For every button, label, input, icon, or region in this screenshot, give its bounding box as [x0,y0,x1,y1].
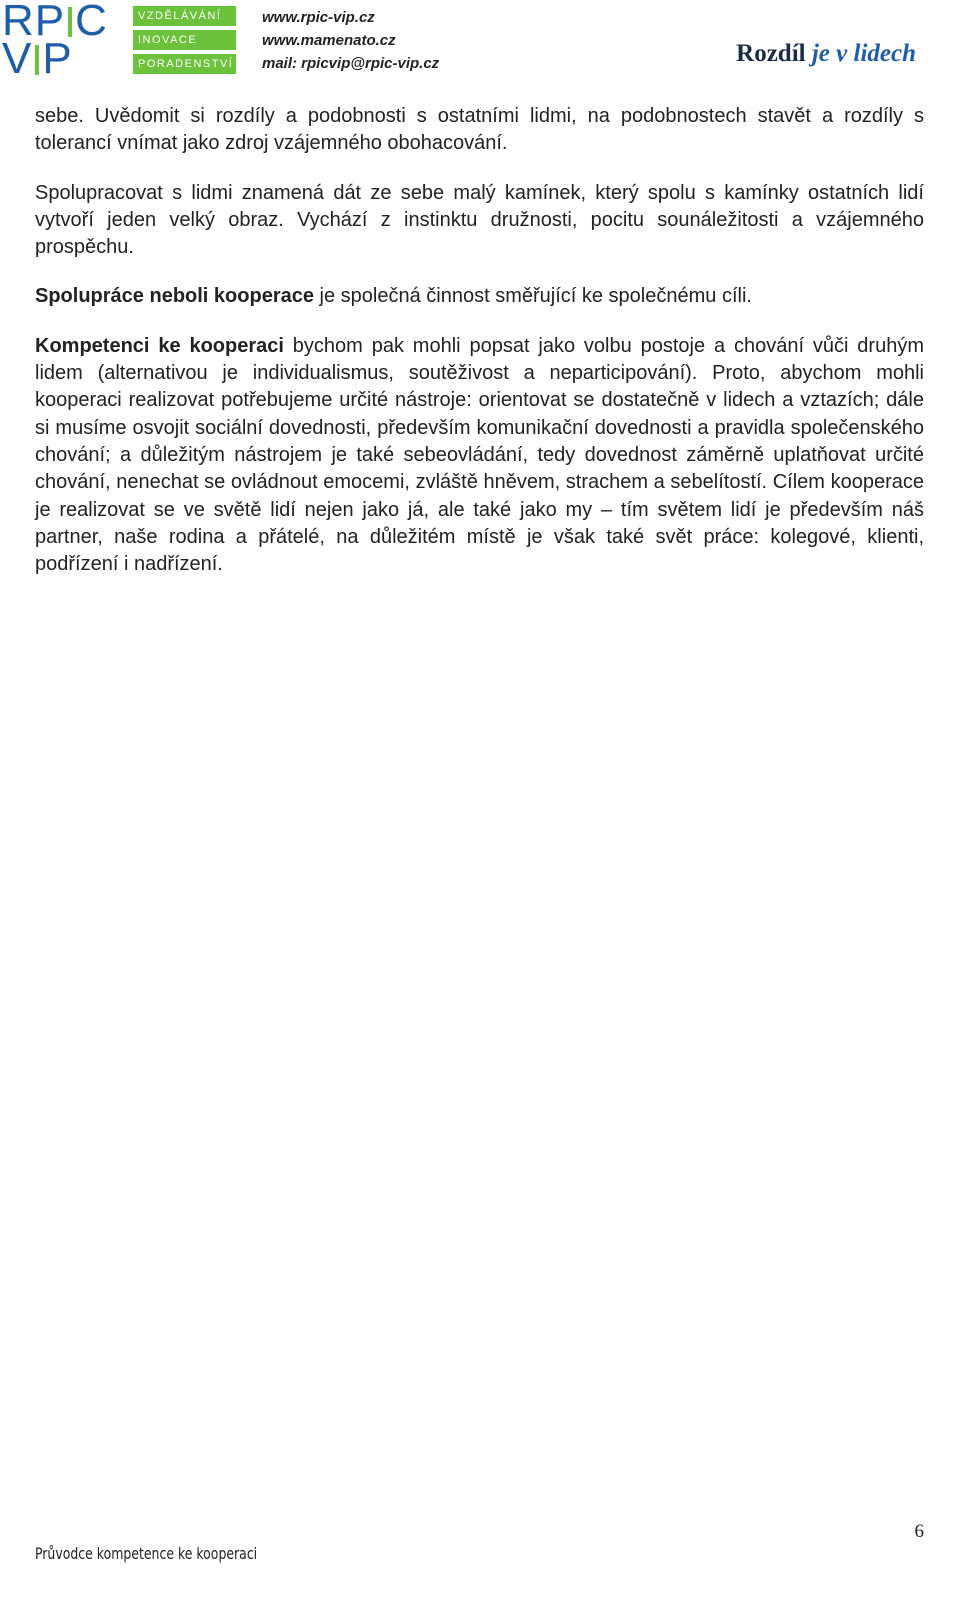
tagline-education: VZDĚLÁVÁNÍ [133,6,236,26]
paragraph: Spolupracovat s lidmi znamená dát ze sebe malý kamínek, který spolu s kamínky ostatních lidí vytvoří jeden velký obraz. Vychází z instinktu družnosti, pocitu sounáležitosti a vzájemného prospěchu. [35,181,924,259]
paragraph-text: je společná činnost směřující ke společnému cíli. [313,285,752,308]
bold-term: Spolupráce neboli kooperace [35,285,314,308]
page-header [0,0,960,82]
website-link-rpic[interactable]: www.rpic-vip.cz [262,9,375,26]
brand-slogan-part2: je v lidech [811,40,916,67]
paragraph: sebe. Uvědomit si rozdíly a podobnosti s ostatními lidmi, na podobnostech stavět a rozdíly s tolerancí vnímat jako zdroj vzájemného obohacování. [35,105,924,155]
document-body [35,103,924,578]
contact-list [262,6,439,75]
rpic-vip-logo [2,0,114,83]
logo-line-2: V P [2,34,73,83]
tagline-consulting: PORADENSTVÍ [133,54,236,74]
tagline-innovation: INOVACE [133,30,236,50]
email-link[interactable]: mail: rpicvip@rpic-vip.cz [262,55,440,72]
paragraph-text: bychom pak mohli popsat jako volbu postoje a chování vůči druhým lidem (alternativou je individualismus, soutěživost a neparticipování). Proto, abychom mohli kooperaci realizovat potřebujeme určité nástroje: orientovat se dostatečně v lidech a vztazích; dále si musíme osvojit sociální dovednosti, především komunikační dovednosti a pravidla společenského chování; a důležitým nástrojem je také sebeovládání, tedy dovednost záměrně uplatňovat určité chování, nenechat se ovládnout emocemi, zvláště hněvem, strachem a sebelítostí. Cílem kooperace je realizovat se ve světě lidí nejen jako já, ale také jako my – tím světem lidí je především náš partner, naše rodina a přátelé, na důležitém místě je však také svět práce: kolegové, klienti, podřízení i nadřízení. [35,334,924,576]
bold-term: Kompetenci ke kooperaci [35,334,284,357]
paragraph-competence [35,333,924,579]
tagline-stack [133,6,236,78]
paragraph-definition [35,283,924,310]
page-number: 6 [914,1521,924,1542]
logo-line-1: RP C [2,0,108,45]
logo-bar [35,45,39,75]
brand-slogan [736,40,916,68]
brand-slogan-part1: Rozdíl [736,40,806,67]
footer-title: Průvodce kompetence ke kooperaci [35,1544,258,1563]
logo-bar [68,7,72,37]
website-link-mamenato[interactable]: www.mamenato.cz [262,32,396,49]
